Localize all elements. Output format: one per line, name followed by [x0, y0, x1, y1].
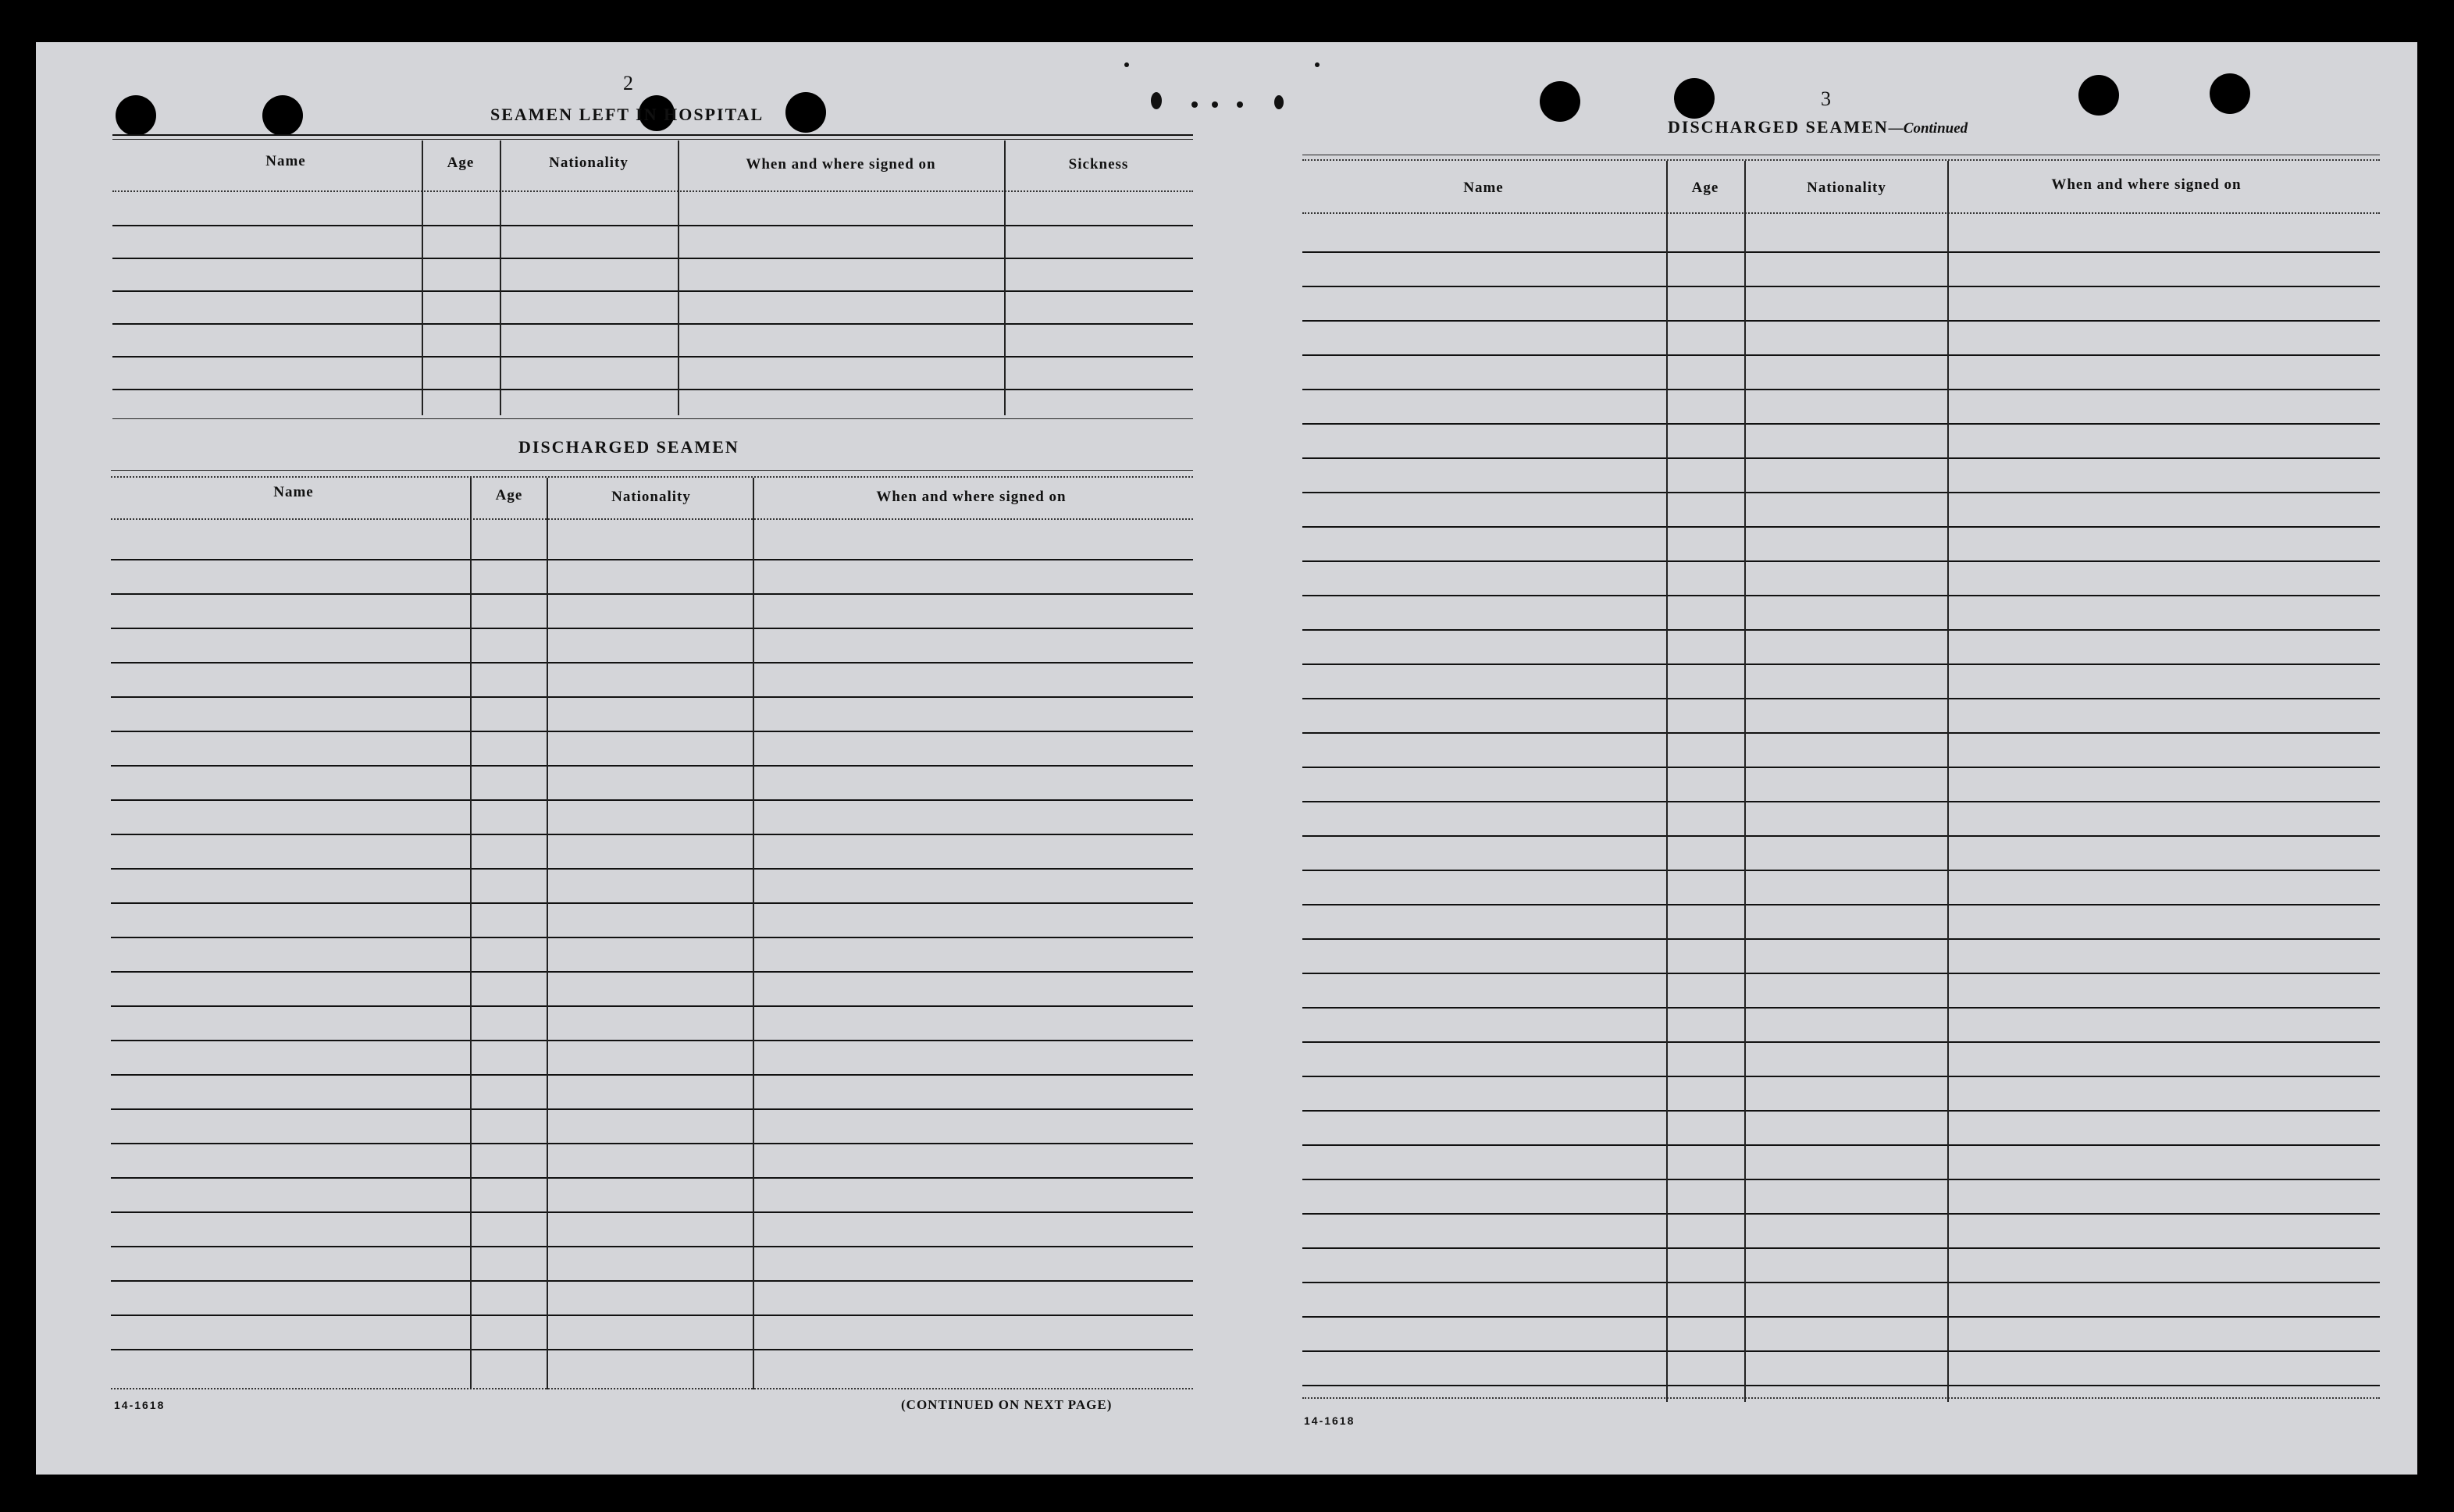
row-rule — [111, 765, 1193, 767]
row-rule — [111, 971, 1193, 973]
row-rule — [1302, 904, 2380, 905]
row-rule — [1302, 1397, 2380, 1399]
discharged-col-name: Name — [273, 484, 314, 500]
discharged-col-age: Age — [495, 487, 523, 503]
hospital-col-nationality: Nationality — [549, 155, 629, 171]
right-col-name: Name — [1463, 180, 1504, 196]
continued-note: (CONTINUED ON NEXT PAGE) — [901, 1397, 1113, 1412]
row-rule — [1302, 1144, 2380, 1146]
column-rule — [1004, 141, 1006, 415]
row-rule — [111, 1005, 1193, 1007]
row-rule — [1302, 595, 2380, 596]
left-form-number: 14-1618 — [114, 1399, 166, 1411]
row-rule — [1302, 767, 2380, 768]
row-rule — [1302, 560, 2380, 562]
binder-hole — [2210, 73, 2250, 114]
row-rule — [111, 1108, 1193, 1110]
row-rule — [1302, 1110, 2380, 1112]
row-rule — [1302, 698, 2380, 699]
binder-hole — [2078, 75, 2119, 116]
ink-speck — [1212, 101, 1218, 108]
column-rule — [547, 478, 548, 1389]
row-rule — [111, 1211, 1193, 1213]
ink-speck — [1151, 92, 1162, 109]
binder-hole — [785, 92, 826, 133]
hospital-col-signed-on: When and where signed on — [746, 156, 936, 173]
ink-speck — [1237, 101, 1243, 108]
row-rule — [111, 1074, 1193, 1076]
discharged-col-nationality: Nationality — [611, 489, 691, 505]
form-sheet — [36, 42, 2417, 1475]
row-rule — [111, 937, 1193, 938]
row-rule — [1302, 973, 2380, 974]
row-rule — [111, 518, 1193, 520]
column-rule — [678, 141, 679, 415]
right-col-signed-on: When and where signed on — [2051, 176, 2242, 193]
row-rule — [112, 290, 1193, 292]
column-rule — [1666, 161, 1668, 1402]
row-rule — [111, 1280, 1193, 1282]
row-rule — [1302, 423, 2380, 425]
row-rule — [1302, 732, 2380, 734]
row-rule — [111, 662, 1193, 664]
row-rule — [112, 389, 1193, 390]
row-rule — [1302, 251, 2380, 253]
row-rule — [1302, 1213, 2380, 1215]
column-rule — [500, 141, 501, 415]
row-rule — [1302, 1076, 2380, 1077]
row-rule — [1302, 664, 2380, 665]
binder-hole — [1540, 81, 1580, 122]
row-rule — [111, 559, 1193, 560]
row-rule — [1302, 870, 2380, 871]
ink-speck — [1124, 62, 1129, 67]
row-rule — [1302, 320, 2380, 322]
row-rule — [1302, 492, 2380, 493]
row-rule — [112, 190, 1193, 192]
row-rule — [111, 1349, 1193, 1350]
row-rule — [111, 1177, 1193, 1179]
discharged-col-signed-on: When and where signed on — [876, 489, 1067, 505]
row-rule — [111, 628, 1193, 629]
row-rule — [1302, 629, 2380, 631]
row-rule — [111, 696, 1193, 698]
table-top-rule — [112, 139, 1193, 140]
column-rule — [1744, 161, 1746, 1402]
binder-hole — [116, 95, 156, 136]
row-rule — [111, 902, 1193, 904]
row-rule — [112, 356, 1193, 358]
binder-hole — [262, 95, 303, 136]
row-rule — [1302, 1316, 2380, 1318]
right-section-title — [1668, 117, 1968, 137]
right-form-number: 14-1618 — [1304, 1414, 1355, 1427]
hospital-col-age: Age — [447, 155, 475, 171]
row-rule — [1302, 1247, 2380, 1249]
row-rule — [111, 731, 1193, 732]
row-rule — [112, 225, 1193, 226]
row-rule — [1302, 801, 2380, 802]
hospital-col-name: Name — [265, 153, 306, 169]
row-rule — [111, 470, 1193, 471]
row-rule — [111, 593, 1193, 595]
row-rule — [111, 868, 1193, 870]
row-rule — [1302, 1350, 2380, 1352]
row-rule — [111, 1388, 1193, 1389]
row-rule — [1302, 1179, 2380, 1180]
row-rule — [1302, 1007, 2380, 1009]
row-rule — [1302, 938, 2380, 940]
hospital-section-title: SEAMEN LEFT IN HOSPITAL — [490, 105, 764, 124]
row-rule — [111, 834, 1193, 835]
right-title-main: DISCHARGED SEAMEN — [1668, 117, 1889, 137]
row-rule — [111, 799, 1193, 801]
ink-speck — [1315, 62, 1320, 67]
row-rule — [112, 418, 1193, 419]
right-col-nationality: Nationality — [1807, 180, 1886, 196]
row-rule — [1302, 354, 2380, 356]
ink-speck — [1191, 101, 1198, 108]
row-rule — [111, 1143, 1193, 1144]
column-rule — [422, 141, 423, 415]
discharged-section-title: DISCHARGED SEAMEN — [518, 437, 739, 457]
row-rule — [1302, 159, 2380, 161]
row-rule — [112, 323, 1193, 325]
binder-hole — [1674, 78, 1715, 119]
table-top-rule — [112, 134, 1193, 136]
right-page-number: 3 — [1821, 87, 1831, 110]
column-rule — [470, 478, 472, 1389]
row-rule — [111, 1246, 1193, 1247]
ink-speck — [1274, 95, 1284, 109]
right-title-suffix: —Continued — [1888, 120, 1968, 137]
right-col-age: Age — [1691, 180, 1719, 196]
left-page-number: 2 — [623, 72, 633, 94]
hospital-col-sickness: Sickness — [1068, 156, 1129, 173]
row-rule — [1302, 286, 2380, 287]
row-rule — [112, 258, 1193, 259]
row-rule — [1302, 835, 2380, 837]
row-rule — [1302, 212, 2380, 214]
row-rule — [1302, 457, 2380, 459]
row-rule — [1302, 389, 2380, 390]
column-rule — [1947, 161, 1949, 1402]
row-rule — [111, 1040, 1193, 1041]
row-rule — [111, 1315, 1193, 1316]
row-rule — [1302, 526, 2380, 528]
row-rule — [1302, 1282, 2380, 1283]
column-rule — [753, 478, 754, 1389]
row-rule — [1302, 1385, 2380, 1386]
row-rule — [1302, 1041, 2380, 1043]
row-rule — [111, 476, 1193, 478]
